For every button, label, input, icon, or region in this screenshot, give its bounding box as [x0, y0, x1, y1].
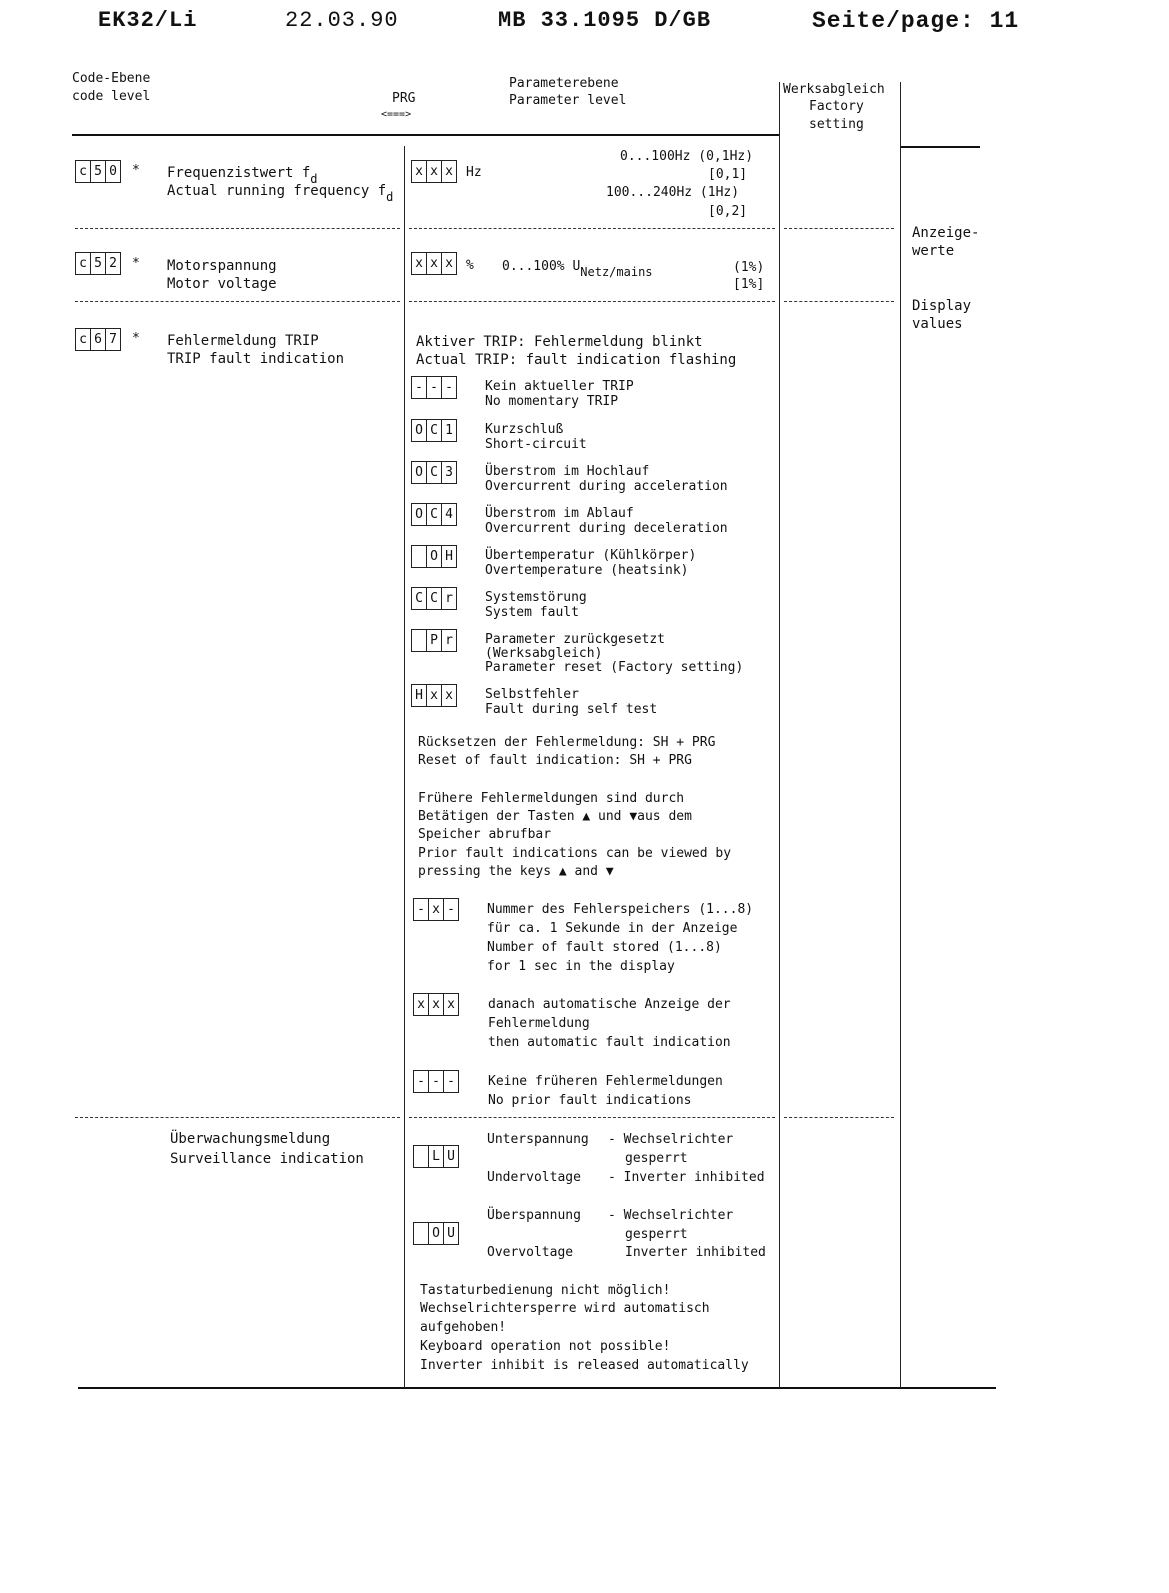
code-c50-star: *: [132, 163, 140, 178]
col-factory-de: Werksabgleich: [783, 82, 885, 97]
code-c52-star: *: [132, 256, 140, 271]
lu-de-a: Unterspannung: [487, 1132, 589, 1147]
row-sep-1b: [409, 228, 775, 229]
note-line-3: aufgehoben!: [420, 1320, 507, 1335]
auto-line-1: danach automatische Anzeige der: [488, 997, 731, 1012]
code-c52-display: c 5 2: [75, 252, 121, 275]
ou-de-c: gesperrt: [625, 1227, 688, 1242]
memory-line-3: Number of fault stored (1...8): [487, 940, 722, 955]
trip-code-display: O C 1: [411, 419, 457, 442]
lu-en-b: - Inverter inhibited: [608, 1170, 765, 1185]
doc-id: EK32/Li: [98, 8, 198, 33]
trip-code-en: Fault during self test: [485, 702, 658, 717]
trip-code-de-2: (Werksabgleich): [485, 646, 603, 661]
trip-code-de: Kurzschluß: [485, 422, 564, 437]
row-sep-1c: [784, 228, 894, 229]
reset-de: Rücksetzen der Fehlermeldung: SH + PRG: [418, 735, 716, 750]
row-sep-3b: [409, 1117, 775, 1118]
lu-de-b: - Wechselrichter: [608, 1132, 734, 1147]
memory-line-2: für ca. 1 Sekunde in der Anzeige: [487, 921, 738, 936]
row-sep-2b: [409, 301, 775, 302]
prior-line-1: Frühere Fehlermeldungen sind durch: [418, 791, 685, 806]
factory-left-line: [779, 82, 780, 1388]
trip-code-display: O H: [411, 545, 457, 568]
c52-step-bracket: [1%]: [733, 277, 765, 292]
c52-desc-en: Motor voltage: [167, 276, 277, 292]
none-line-2: No prior fault indications: [488, 1093, 692, 1108]
trip-code-de: Überstrom im Ablauf: [485, 506, 634, 521]
c50-range-1-bracket: [0,1]: [708, 167, 748, 182]
prior-line-2: Betätigen der Tasten ▲ und ▼aus dem: [418, 809, 692, 824]
col-factory-en-2: setting: [809, 117, 864, 132]
prior-line-3: Speicher abrufbar: [418, 827, 552, 842]
doc-date: 22.03.90: [285, 8, 399, 33]
row-sep-2c: [784, 301, 894, 302]
c67-intro-de: Aktiver TRIP: Fehlermeldung blinkt: [416, 334, 703, 350]
lu-display: L U: [413, 1145, 459, 1168]
trip-code-en: Parameter reset (Factory setting): [485, 660, 744, 675]
side-top-rule: [900, 146, 980, 148]
surveillance-en: Surveillance indication: [170, 1151, 364, 1167]
row-sep-1a: [75, 228, 400, 229]
note-line-1: Tastaturbedienung nicht möglich!: [420, 1283, 671, 1298]
c50-desc-en: Actual running frequency fd: [167, 183, 394, 204]
ou-en-a: Overvoltage: [487, 1245, 574, 1260]
trip-code-display: H x x: [411, 684, 457, 707]
auto-line-3: then automatic fault indication: [488, 1035, 731, 1050]
trip-code-display: O C 3: [411, 461, 457, 484]
table-bottom-rule: [78, 1387, 996, 1389]
table-top-rule: [72, 134, 779, 136]
note-line-4: Keyboard operation not possible!: [420, 1339, 671, 1354]
trip-code-de: Systemstörung: [485, 590, 587, 605]
c67-desc-en: TRIP fault indication: [167, 351, 345, 367]
trip-code-display: P r: [411, 629, 457, 652]
col-prg: PRG: [392, 91, 416, 106]
side-note-de-1: Anzeige-: [912, 225, 980, 241]
lu-de-c: gesperrt: [625, 1151, 688, 1166]
memory-line-4: for 1 sec in the display: [487, 959, 675, 974]
prior-line-4: Prior fault indications can be viewed by: [418, 846, 732, 861]
ou-en-b: Inverter inhibited: [625, 1245, 766, 1260]
c67-intro-en: Actual TRIP: fault indication flashing: [416, 352, 737, 368]
param-left-line: [404, 146, 405, 1388]
trip-code-display: - - -: [411, 376, 457, 399]
trip-code-de: Übertemperatur (Kühlkörper): [485, 548, 697, 563]
c52-range: 0...100% UNetz/mains: [502, 259, 653, 279]
note-line-2: Wechselrichtersperre wird automatisch: [420, 1301, 710, 1316]
trip-code-en: Overcurrent during deceleration: [485, 521, 728, 536]
lu-en-a: Undervoltage: [487, 1170, 581, 1185]
auto-display: x x x: [413, 993, 459, 1016]
code-c67-display: c 6 7: [75, 328, 121, 351]
trip-code-en: System fault: [485, 605, 579, 620]
code-c50-display: c 5 0: [75, 160, 121, 183]
trip-code-de: Parameter zurückgesetzt: [485, 632, 666, 647]
col-param-de: Parameterebene: [509, 76, 619, 91]
auto-line-2: Fehlermeldung: [488, 1016, 590, 1031]
trip-code-en: No momentary TRIP: [485, 394, 619, 409]
row-sep-3c: [784, 1117, 894, 1118]
c52-step: (1%): [733, 260, 765, 275]
side-note-en-1: Display: [912, 298, 972, 314]
ou-display: O U: [413, 1222, 459, 1245]
c50-desc-de: Frequenzistwert fd: [167, 165, 318, 186]
col-factory-en-1: Factory: [809, 99, 864, 114]
side-note-en-2: values: [912, 316, 963, 332]
row-sep-2a: [75, 301, 400, 302]
code-c67-star: *: [132, 331, 140, 346]
ou-de-b: - Wechselrichter: [608, 1208, 734, 1223]
c50-range-1: 0...100Hz (0,1Hz): [620, 149, 754, 164]
mb-number: MB 33.1095 D/GB: [498, 8, 712, 33]
trip-code-en: Overtemperature (heatsink): [485, 563, 689, 578]
none-display: - - -: [413, 1070, 459, 1093]
c52-desc-de: Motorspannung: [167, 258, 277, 274]
memory-display: - x -: [413, 898, 459, 921]
trip-code-de: Überstrom im Hochlauf: [485, 464, 650, 479]
side-note-de-2: werte: [912, 243, 955, 259]
c50-value-display: x x x: [411, 160, 457, 183]
note-line-5: Inverter inhibit is released automatically: [420, 1358, 749, 1373]
c67-desc-de: Fehlermeldung TRIP: [167, 333, 319, 349]
trip-code-en: Short-circuit: [485, 437, 587, 452]
trip-code-display: C C r: [411, 587, 457, 610]
trip-code-de: Selbstfehler: [485, 687, 579, 702]
col-code-level-de: Code-Ebene: [72, 71, 151, 86]
page-label: Seite/page: 11: [812, 8, 1020, 34]
factory-right-line: [900, 82, 901, 1388]
trip-code-display: O C 4: [411, 503, 457, 526]
trip-code-de: Kein aktueller TRIP: [485, 379, 634, 394]
c52-unit: %: [466, 258, 474, 273]
col-prg-arrow: <===>: [381, 109, 412, 120]
c50-range-2-bracket: [0,2]: [708, 204, 748, 219]
trip-code-en: Overcurrent during acceleration: [485, 479, 728, 494]
prior-line-5: pressing the keys ▲ and ▼: [418, 864, 614, 879]
c50-range-2: 100...240Hz (1Hz): [606, 185, 740, 200]
ou-de-a: Überspannung: [487, 1208, 581, 1223]
col-param-en: Parameter level: [509, 93, 627, 108]
c52-value-display: x x x: [411, 252, 457, 275]
none-line-1: Keine früheren Fehlermeldungen: [488, 1074, 723, 1089]
surveillance-de: Überwachungsmeldung: [170, 1131, 331, 1147]
c50-unit: Hz: [466, 165, 482, 180]
col-code-level-en: code level: [72, 89, 151, 104]
memory-line-1: Nummer des Fehlerspeichers (1...8): [487, 902, 754, 917]
row-sep-3a: [75, 1117, 400, 1118]
reset-en: Reset of fault indication: SH + PRG: [418, 753, 692, 768]
